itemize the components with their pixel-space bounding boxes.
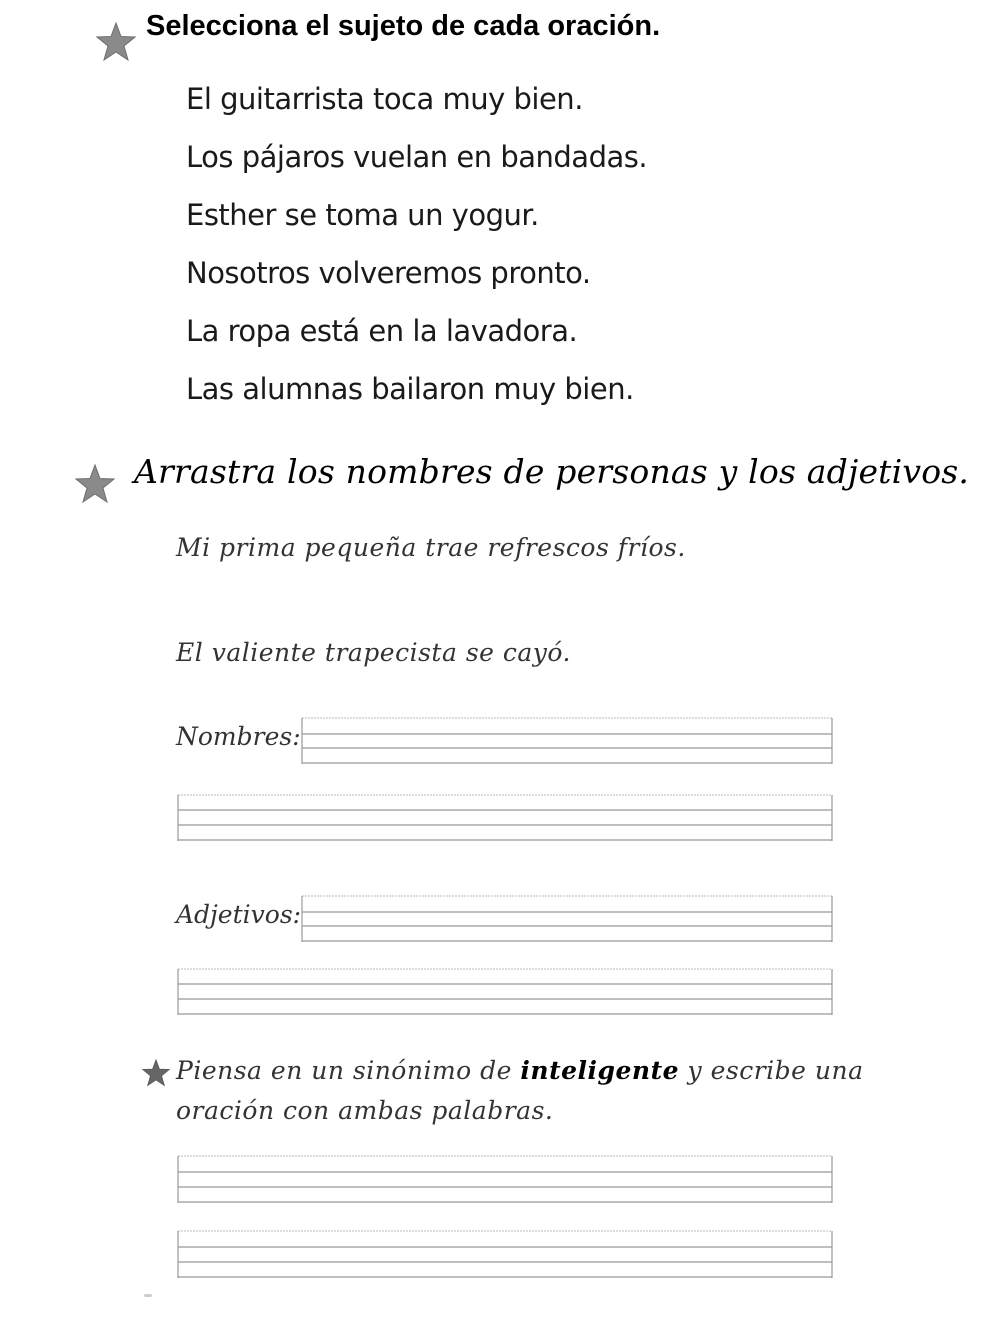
adjetivos-answer-lines-1[interactable] xyxy=(300,894,834,944)
star-icon xyxy=(96,22,136,62)
sentence-3[interactable]: Esther se toma un yogur. xyxy=(186,198,539,232)
prompt-bold-word: inteligente xyxy=(520,1056,680,1085)
sentence-1[interactable]: El guitarrista toca muy bien. xyxy=(186,82,583,116)
sentence-6[interactable]: Las alumnas bailaron muy bien. xyxy=(186,372,634,406)
sentence-4[interactable]: Nosotros volveremos pronto. xyxy=(186,256,591,290)
star-icon xyxy=(75,464,115,504)
sentence-5[interactable]: La ropa está en la lavadora. xyxy=(186,314,578,348)
star-icon xyxy=(142,1059,170,1087)
prompt-start: Piensa en un sinónimo de xyxy=(176,1056,521,1085)
sentence-2[interactable]: Los pájaros vuelan en bandadas. xyxy=(186,140,648,174)
section3-prompt-line2: oración con ambas palabras. xyxy=(176,1096,554,1125)
nombres-label: Nombres: xyxy=(176,722,301,751)
decorative-mark xyxy=(144,1294,152,1297)
section2-title: Arrastra los nombres de personas y los adjetivos. xyxy=(134,452,970,491)
cursive-sentence-2[interactable]: El valiente trapecista se cayó. xyxy=(176,638,571,667)
section1-title: Selecciona el sujeto de cada oración. xyxy=(146,10,661,42)
adjetivos-answer-lines-2[interactable] xyxy=(176,967,834,1017)
prompt-end: y escribe una xyxy=(679,1056,864,1085)
section3-prompt-line1 xyxy=(176,1056,864,1085)
adjetivos-label: Adjetivos: xyxy=(176,900,302,929)
cursive-sentence-1[interactable]: Mi prima pequeña trae refrescos fríos. xyxy=(176,533,686,562)
sentence-answer-lines-2[interactable] xyxy=(176,1229,834,1281)
nombres-answer-lines-1[interactable] xyxy=(300,716,834,766)
nombres-answer-lines-2[interactable] xyxy=(176,793,834,843)
sentence-answer-lines-1[interactable] xyxy=(176,1154,834,1206)
